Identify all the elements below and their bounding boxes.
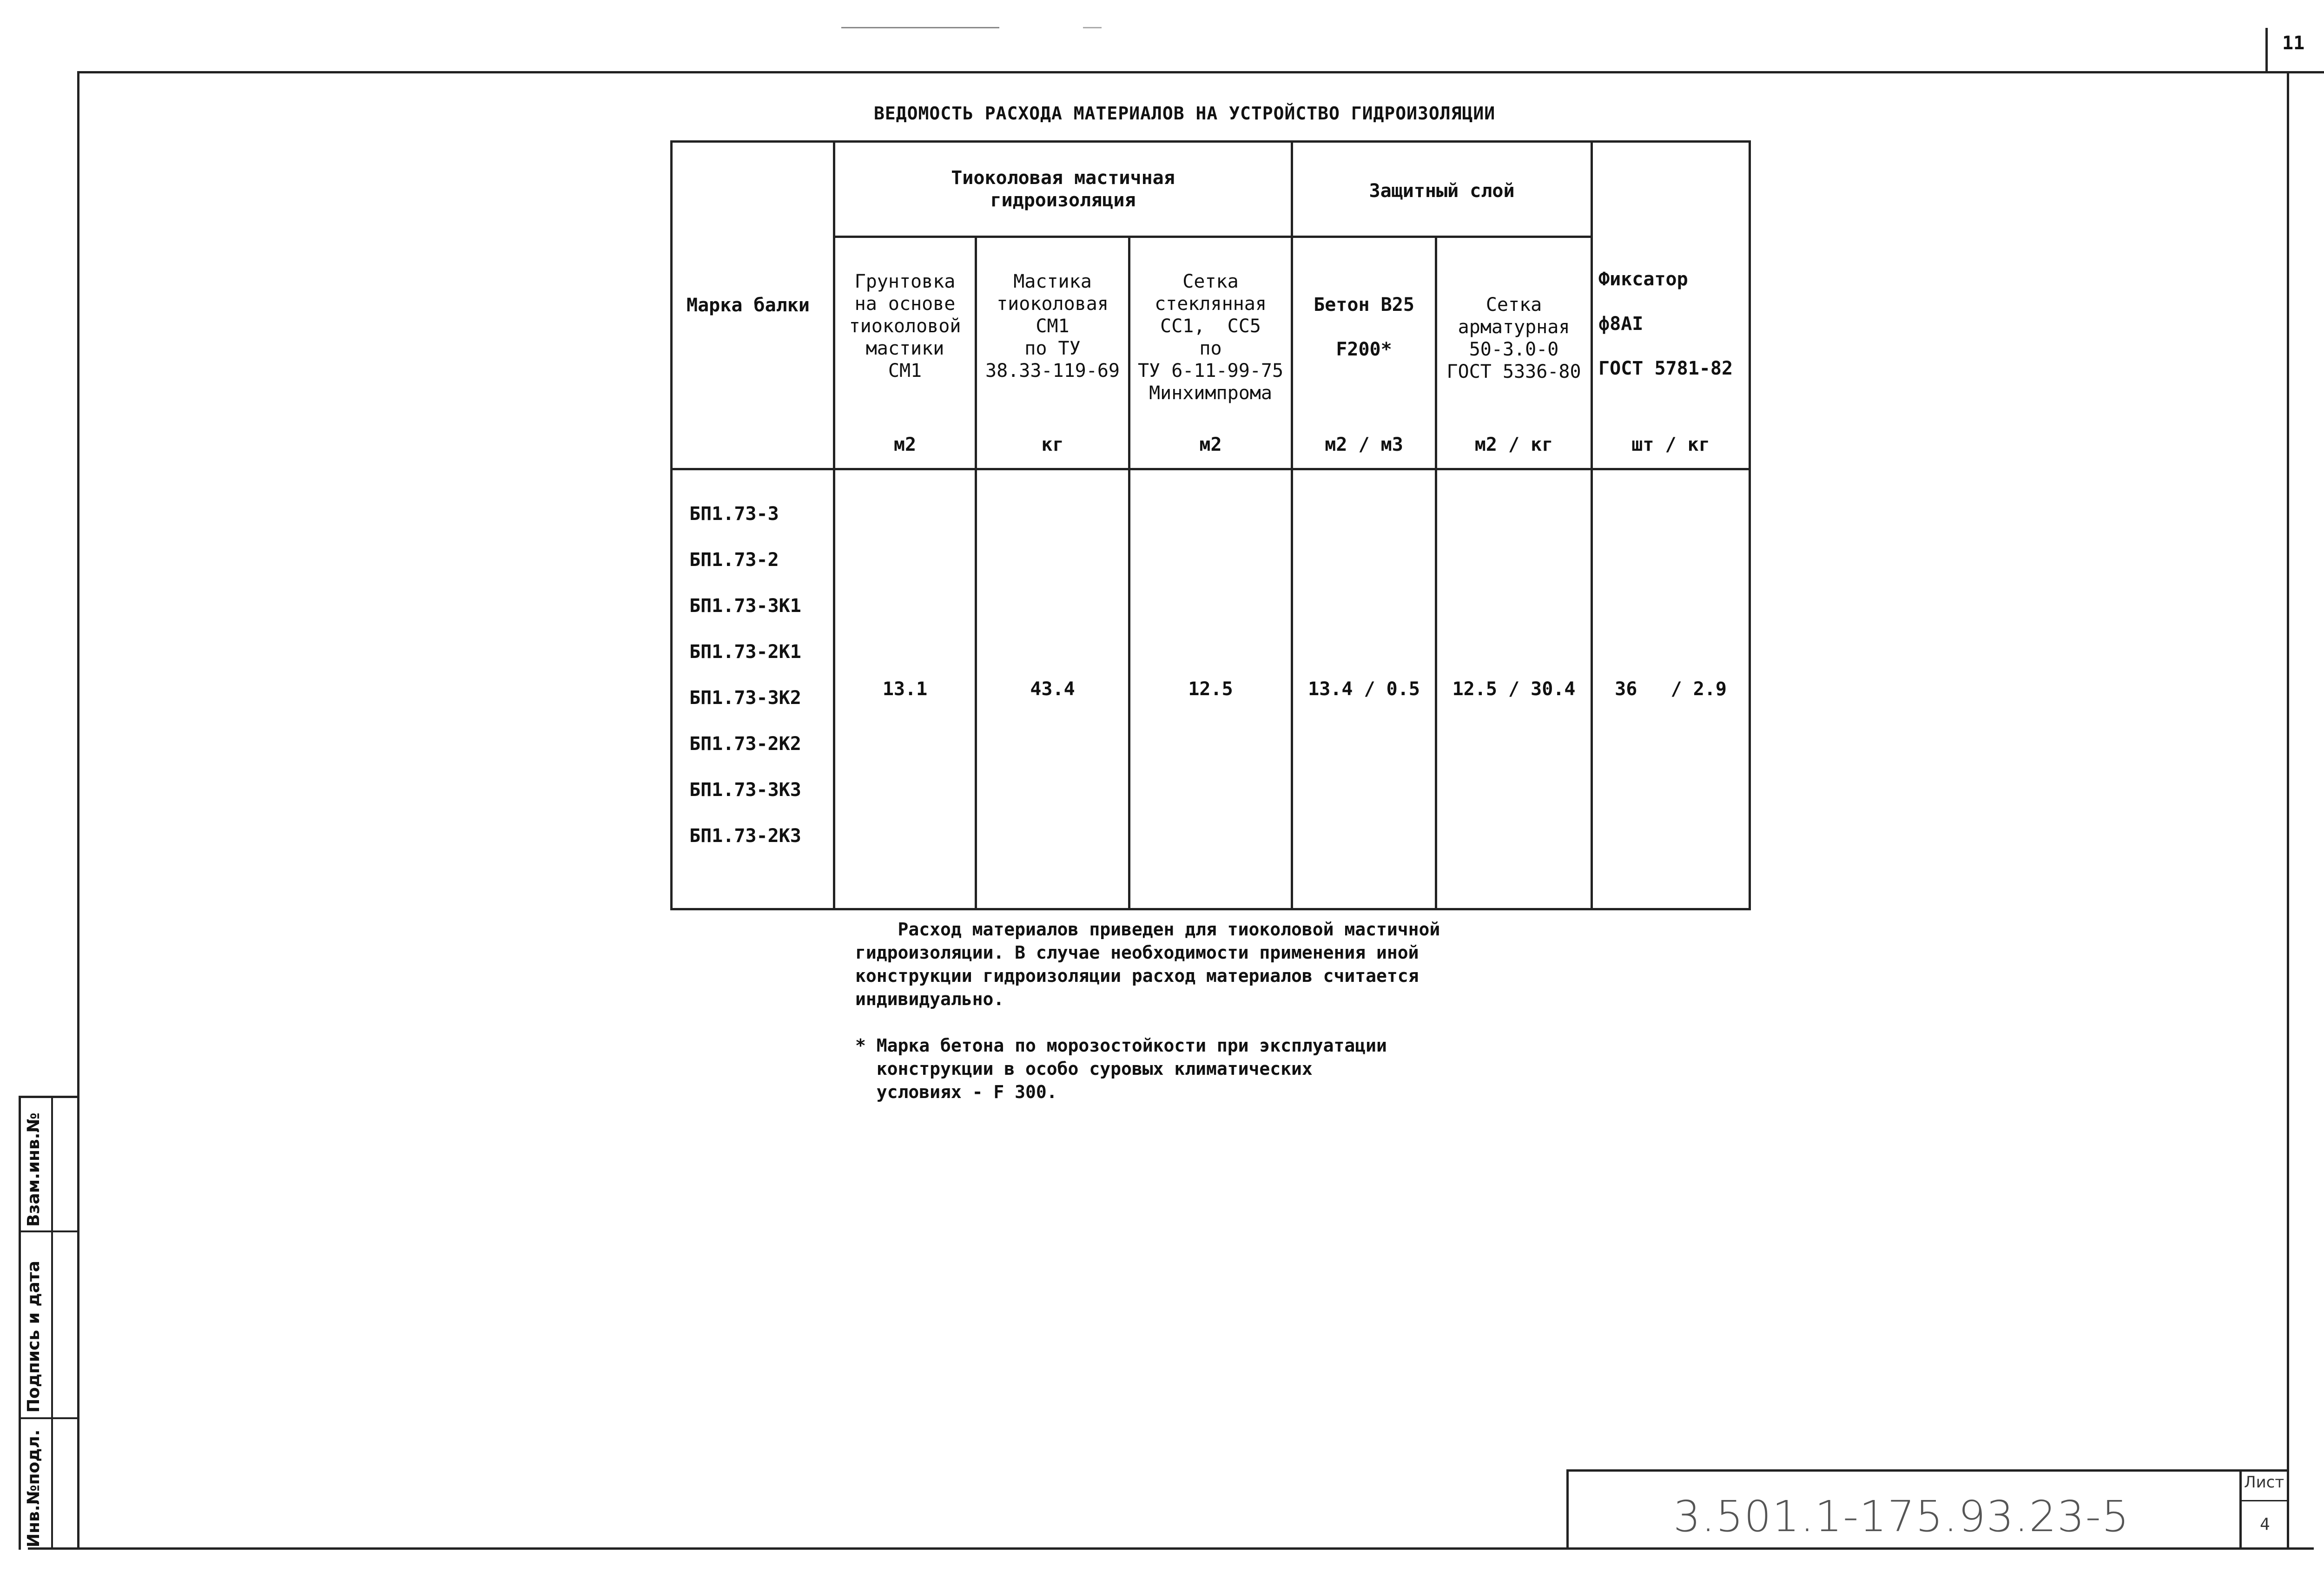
materials-table <box>670 140 1751 910</box>
col-header-mesh-glass <box>1129 237 1292 469</box>
mark-item: БП1.73-2К2 <box>689 733 801 755</box>
note-consumption: Расход материалов приведен для тиоколовой мастичной гидроизоляции. В случае необходимости применения иной конструкции гидроизоляции расход материалов считается индивидуально. <box>855 919 1440 1009</box>
value-fixator: 36 / 2.9 <box>1592 469 1750 909</box>
mark-item: БП1.73-2 <box>689 549 779 571</box>
title-block-sheet-hline <box>2239 1500 2288 1501</box>
marks-cell <box>672 469 834 909</box>
page-number-box-line <box>2265 28 2268 72</box>
value-primer: 13.1 <box>834 469 976 909</box>
mesh-rebar-label: Сетка арматурная 50-3.0-0 ГОСТ 5336-80 <box>1446 294 1581 382</box>
col-header-mastic <box>976 237 1129 469</box>
mark-item: БП1.73-3 <box>689 503 779 525</box>
mark-item: БП1.73-2К3 <box>689 825 801 847</box>
unit-mesh-rebar: м2 / кг <box>1474 434 1553 455</box>
frame-bottom <box>28 1547 2314 1550</box>
value-mesh-glass: 12.5 <box>1129 469 1292 909</box>
frame-top <box>77 71 2289 73</box>
title-block-left <box>1566 1469 1569 1548</box>
unit-concrete: м2 / м3 <box>1325 434 1403 455</box>
group-header-protect: Защитный слой <box>1292 142 1592 237</box>
document-code: 3.501.1-175.93.23-5 <box>1673 1492 2130 1541</box>
unit-mastic: кг <box>1041 434 1064 455</box>
mesh-glass-label: Сетка стеклянная СС1, СС5 по ТУ 6-11-99-75 Минхимпрома <box>1137 271 1284 404</box>
value-mesh-rebar: 12.5 / 30.4 <box>1436 469 1592 909</box>
col-header-fixator <box>1592 142 1750 469</box>
header-dash-2 <box>1083 27 1102 28</box>
col-header-primer <box>834 237 976 469</box>
frame-right <box>2287 71 2289 1549</box>
note-frost: * Марка бетона по морозостойкости при эксплуатации конструкции в особо суровых климатических условиях - F 300. <box>855 1035 1387 1102</box>
page-number: 11 <box>2282 33 2305 54</box>
col-header-concrete <box>1292 237 1436 469</box>
mark-item: БП1.73-2К1 <box>689 641 801 663</box>
title-block-top <box>1566 1469 2289 1472</box>
sheet-label: Лист <box>2244 1473 2284 1492</box>
fixator-label: Фиксатор ф8AI ГОСТ 5781-82 <box>1598 269 1733 379</box>
stamp-strip-mid <box>51 1096 53 1550</box>
mark-item: БП1.73-3К3 <box>689 779 801 801</box>
mark-item: БП1.73-3К1 <box>689 595 801 617</box>
header-dash <box>841 27 999 28</box>
col-header-mesh-rebar <box>1436 237 1592 469</box>
value-concrete: 13.4 / 0.5 <box>1292 469 1436 909</box>
stamp-inv-podl: Инв.№подл. <box>24 1429 43 1547</box>
stamp-divider-1 <box>19 1230 79 1232</box>
page-title: ВЕДОМОСТЬ РАСХОДА МАТЕРИАЛОВ НА УСТРОЙСТВО ГИДРОИЗОЛЯЦИИ <box>874 103 1496 124</box>
stamp-strip-left <box>19 1096 21 1550</box>
stamp-sign-date: Подпись и дата <box>24 1261 43 1413</box>
page-number-box-bottom <box>2265 71 2324 73</box>
unit-primer: м2 <box>893 434 917 455</box>
primer-label: Грунтовка на основе тиоколовой мастики СМ1 <box>849 271 961 382</box>
unit-mesh-glass: м2 <box>1199 434 1222 455</box>
sheet-value: 4 <box>2260 1515 2270 1534</box>
mastic-label: Мастика тиоколовая СМ1 по ТУ 38.33-119-69 <box>985 271 1120 382</box>
stamp-divider-2 <box>19 1417 79 1419</box>
stamp-vzam-inv: Взам.инв.№ <box>24 1112 43 1227</box>
stamp-strip-top <box>19 1096 79 1098</box>
concrete-label: Бетон В25 F200* <box>1314 294 1414 360</box>
col-header-mark: Марка балки <box>672 142 834 469</box>
frame-left <box>77 71 79 1549</box>
value-mastic: 43.4 <box>976 469 1129 909</box>
mark-item: БП1.73-3К2 <box>689 687 801 709</box>
group-header-thiokol: Тиоколовая мастичная гидроизоляция <box>834 142 1292 237</box>
unit-fixator: шт / кг <box>1631 434 1710 455</box>
title-block-sheet-divider <box>2239 1469 2242 1548</box>
